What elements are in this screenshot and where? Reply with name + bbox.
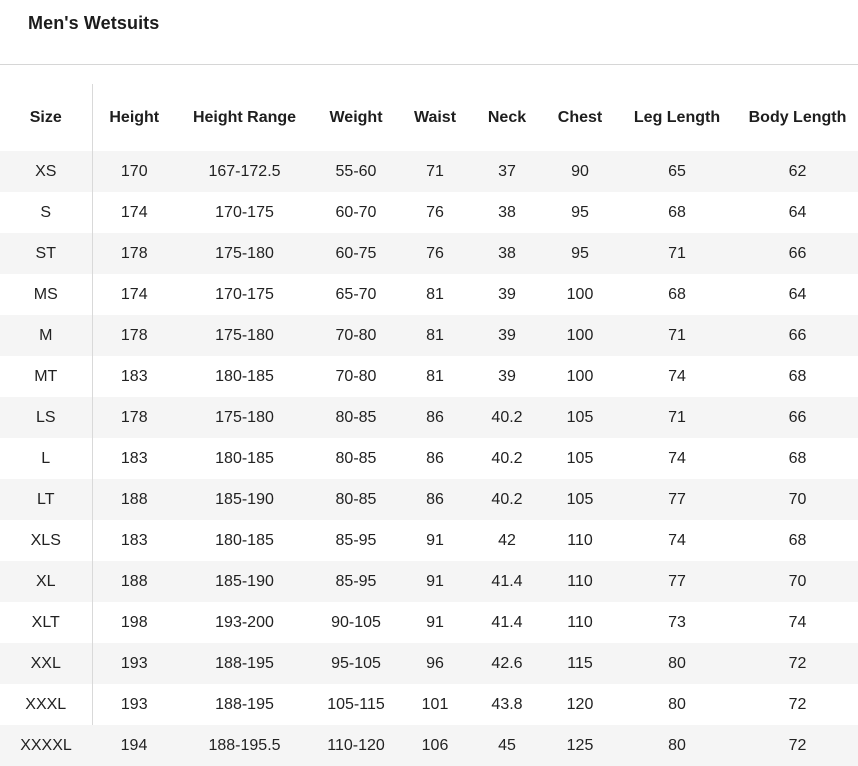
- cell-leg-length: 74: [617, 356, 737, 397]
- cell-chest: 95: [543, 233, 617, 274]
- title-bar: [0, 0, 858, 65]
- cell-weight: 85-95: [313, 520, 399, 561]
- table-row: [0, 520, 858, 561]
- cell-body-length: 72: [737, 684, 858, 725]
- cell-leg-length: 74: [617, 438, 737, 479]
- cell-chest: 105: [543, 397, 617, 438]
- cell-height-range: 180-185: [176, 438, 313, 479]
- cell-waist: 101: [399, 684, 471, 725]
- cell-size: LT: [0, 479, 92, 520]
- cell-leg-length: 65: [617, 151, 737, 192]
- cell-waist: 76: [399, 233, 471, 274]
- table-row: [0, 315, 858, 356]
- cell-neck: 41.4: [471, 602, 543, 643]
- cell-body-length: 68: [737, 356, 858, 397]
- column-header-height: Height: [109, 108, 160, 126]
- cell-leg-length: 71: [617, 233, 737, 274]
- cell-height: 183: [92, 356, 176, 397]
- table-row: [0, 684, 858, 725]
- cell-waist: 91: [399, 520, 471, 561]
- cell-neck: 42: [471, 520, 543, 561]
- column-header-chest: Chest: [557, 108, 603, 126]
- cell-body-length: 72: [737, 643, 858, 684]
- cell-size: XS: [0, 151, 92, 192]
- cell-height-range: 188-195: [176, 643, 313, 684]
- cell-chest: 100: [543, 315, 617, 356]
- cell-leg-length: 77: [617, 479, 737, 520]
- table-row: [0, 602, 858, 643]
- cell-waist: 86: [399, 479, 471, 520]
- cell-height-range: 180-185: [176, 520, 313, 561]
- cell-height-range: 188-195: [176, 684, 313, 725]
- cell-neck: 39: [471, 356, 543, 397]
- table-row: [0, 356, 858, 397]
- cell-body-length: 74: [737, 602, 858, 643]
- cell-height: 170: [92, 151, 176, 192]
- cell-neck: 37: [471, 151, 543, 192]
- cell-chest: 110: [543, 520, 617, 561]
- cell-chest: 110: [543, 561, 617, 602]
- cell-height: 188: [92, 561, 176, 602]
- cell-size: XLS: [0, 520, 92, 561]
- cell-chest: 115: [543, 643, 617, 684]
- header-row: [0, 84, 858, 151]
- cell-leg-length: 80: [617, 725, 737, 766]
- cell-height-range: 175-180: [176, 397, 313, 438]
- cell-waist: 71: [399, 151, 471, 192]
- table-row: [0, 725, 858, 766]
- cell-size: XL: [0, 561, 92, 602]
- column-header-leg-length: Leg Length: [633, 108, 721, 126]
- cell-size: XXL: [0, 643, 92, 684]
- cell-chest: 105: [543, 438, 617, 479]
- cell-height-range: 193-200: [176, 602, 313, 643]
- cell-leg-length: 73: [617, 602, 737, 643]
- cell-chest: 90: [543, 151, 617, 192]
- page-title: Men's Wetsuits: [28, 13, 160, 33]
- cell-weight: 105-115: [313, 684, 399, 725]
- cell-height-range: 175-180: [176, 315, 313, 356]
- cell-waist: 91: [399, 602, 471, 643]
- cell-body-length: 62: [737, 151, 858, 192]
- table-row: [0, 192, 858, 233]
- table-row: [0, 274, 858, 315]
- cell-height: 188: [92, 479, 176, 520]
- cell-size: LS: [0, 397, 92, 438]
- cell-waist: 81: [399, 315, 471, 356]
- cell-weight: 70-80: [313, 315, 399, 356]
- cell-leg-length: 80: [617, 684, 737, 725]
- cell-waist: 86: [399, 438, 471, 479]
- cell-height-range: 170-175: [176, 274, 313, 315]
- cell-height-range: 185-190: [176, 561, 313, 602]
- cell-body-length: 66: [737, 233, 858, 274]
- cell-height-range: 170-175: [176, 192, 313, 233]
- column-header-waist: Waist: [413, 108, 457, 126]
- cell-neck: 39: [471, 274, 543, 315]
- cell-leg-length: 74: [617, 520, 737, 561]
- cell-leg-length: 80: [617, 643, 737, 684]
- cell-height: 193: [92, 643, 176, 684]
- cell-chest: 125: [543, 725, 617, 766]
- cell-neck: 45: [471, 725, 543, 766]
- cell-weight: 80-85: [313, 479, 399, 520]
- cell-height: 174: [92, 192, 176, 233]
- cell-height-range: 185-190: [176, 479, 313, 520]
- cell-chest: 100: [543, 356, 617, 397]
- cell-height: 183: [92, 520, 176, 561]
- cell-leg-length: 71: [617, 397, 737, 438]
- cell-size: ST: [0, 233, 92, 274]
- cell-height: 194: [92, 725, 176, 766]
- cell-waist: 106: [399, 725, 471, 766]
- cell-height-range: 188-195.5: [176, 725, 313, 766]
- table-row: [0, 397, 858, 438]
- cell-size: MT: [0, 356, 92, 397]
- cell-weight: 65-70: [313, 274, 399, 315]
- cell-neck: 38: [471, 233, 543, 274]
- cell-neck: 39: [471, 315, 543, 356]
- column-header-height-range: Height Range: [192, 108, 297, 126]
- cell-chest: 95: [543, 192, 617, 233]
- column-header-body-length: Body Length: [748, 108, 847, 126]
- cell-weight: 90-105: [313, 602, 399, 643]
- cell-size: XXXL: [0, 684, 92, 725]
- cell-height: 183: [92, 438, 176, 479]
- table-row: [0, 151, 858, 192]
- table-row: [0, 438, 858, 479]
- cell-waist: 96: [399, 643, 471, 684]
- table-row: [0, 643, 858, 684]
- cell-height: 178: [92, 233, 176, 274]
- cell-leg-length: 68: [617, 192, 737, 233]
- cell-height: 174: [92, 274, 176, 315]
- cell-weight: 60-75: [313, 233, 399, 274]
- cell-size: XXXXL: [0, 725, 92, 766]
- cell-leg-length: 68: [617, 274, 737, 315]
- cell-height: 198: [92, 602, 176, 643]
- cell-weight: 55-60: [313, 151, 399, 192]
- cell-weight: 85-95: [313, 561, 399, 602]
- cell-body-length: 68: [737, 438, 858, 479]
- cell-body-length: 64: [737, 274, 858, 315]
- cell-body-length: 68: [737, 520, 858, 561]
- cell-size: S: [0, 192, 92, 233]
- cell-size: MS: [0, 274, 92, 315]
- cell-waist: 81: [399, 356, 471, 397]
- cell-height-range: 180-185: [176, 356, 313, 397]
- cell-body-length: 70: [737, 561, 858, 602]
- column-header-weight: Weight: [329, 108, 383, 126]
- cell-neck: 41.4: [471, 561, 543, 602]
- cell-weight: 80-85: [313, 438, 399, 479]
- size-chart-table: [0, 84, 858, 766]
- cell-size: L: [0, 438, 92, 479]
- cell-body-length: 72: [737, 725, 858, 766]
- cell-neck: 43.8: [471, 684, 543, 725]
- cell-height: 178: [92, 315, 176, 356]
- cell-height: 178: [92, 397, 176, 438]
- cell-height: 193: [92, 684, 176, 725]
- column-header-neck: Neck: [487, 108, 527, 126]
- cell-body-length: 66: [737, 315, 858, 356]
- cell-neck: 40.2: [471, 438, 543, 479]
- cell-body-length: 70: [737, 479, 858, 520]
- table-row: [0, 233, 858, 274]
- table-row: [0, 479, 858, 520]
- cell-weight: 70-80: [313, 356, 399, 397]
- cell-leg-length: 71: [617, 315, 737, 356]
- cell-chest: 120: [543, 684, 617, 725]
- cell-weight: 95-105: [313, 643, 399, 684]
- cell-chest: 110: [543, 602, 617, 643]
- cell-neck: 38: [471, 192, 543, 233]
- cell-weight: 60-70: [313, 192, 399, 233]
- cell-waist: 76: [399, 192, 471, 233]
- cell-chest: 105: [543, 479, 617, 520]
- cell-waist: 91: [399, 561, 471, 602]
- cell-chest: 100: [543, 274, 617, 315]
- cell-weight: 110-120: [313, 725, 399, 766]
- cell-height-range: 175-180: [176, 233, 313, 274]
- cell-body-length: 66: [737, 397, 858, 438]
- cell-body-length: 64: [737, 192, 858, 233]
- column-header-size: Size: [0, 84, 92, 151]
- cell-weight: 80-85: [313, 397, 399, 438]
- table-row: [0, 561, 858, 602]
- cell-neck: 40.2: [471, 479, 543, 520]
- cell-size: M: [0, 315, 92, 356]
- cell-height-range: 167-172.5: [176, 151, 313, 192]
- cell-leg-length: 77: [617, 561, 737, 602]
- cell-size: XLT: [0, 602, 92, 643]
- cell-waist: 86: [399, 397, 471, 438]
- cell-neck: 40.2: [471, 397, 543, 438]
- table-body: [0, 151, 858, 766]
- cell-waist: 81: [399, 274, 471, 315]
- cell-neck: 42.6: [471, 643, 543, 684]
